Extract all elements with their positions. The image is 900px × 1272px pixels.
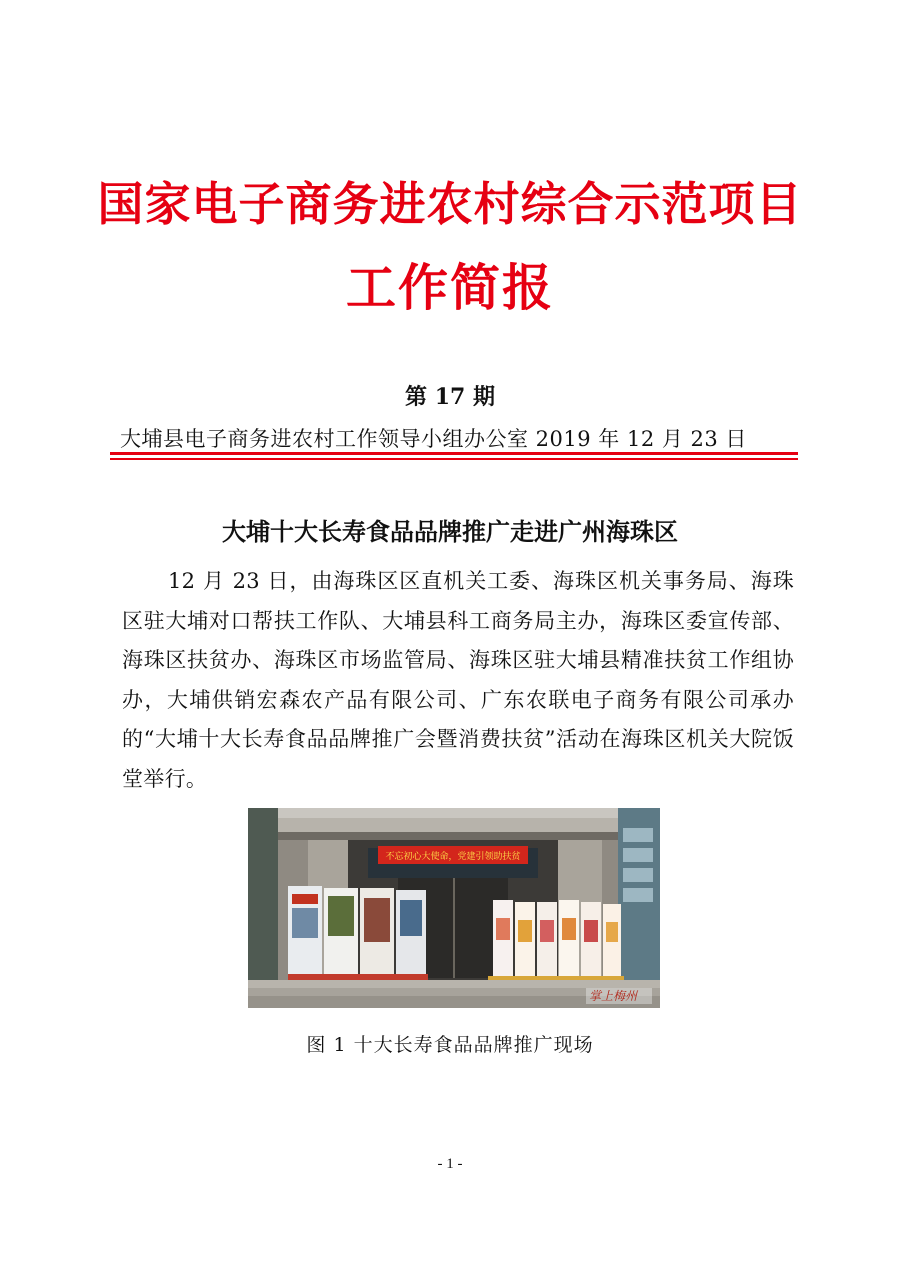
photo-watermark: 掌上梅州 [589,989,638,1003]
event-photo [248,808,660,1008]
article-title: 大埔十大长寿食品品牌推广走进广州海珠区 [222,517,678,546]
figure-caption: 图 1 十大长寿食品品牌推广现场 [306,1034,594,1056]
publisher-line: 大埔县电子商务进农村工作领导小组办公室 2019 年 12 月 23 日 [120,427,747,451]
article-paragraph: 12 月 23 日，由海珠区区直机关工委、海珠区机关事务局、海珠区驻大埔对口帮扶工作队、大埔县科工商务局主办，海珠区委宣传部、海珠区扶贫办、海珠区市场监管局、海珠区驻大埔县精准扶贫工作组协办，大埔供销宏森农产品有限公司、广东农联电子商务有限公司承办的“大埔十大长寿食品品牌推广会暨消费扶贫”活动在海珠区机关大院饭堂举行。 [122,569,794,791]
page-number: - 1 - [437,1156,463,1172]
document-title: 国家电子商务进农村综合示范项目 [97,177,803,231]
banner-text: 不忘初心大使命，党建引领助扶贫 [385,852,521,862]
issue-number: 第 17 期 [405,384,495,410]
header-rule-thick [110,452,798,455]
header-rule-thin [110,458,798,460]
document-subtitle: 工作简报 [346,258,554,317]
